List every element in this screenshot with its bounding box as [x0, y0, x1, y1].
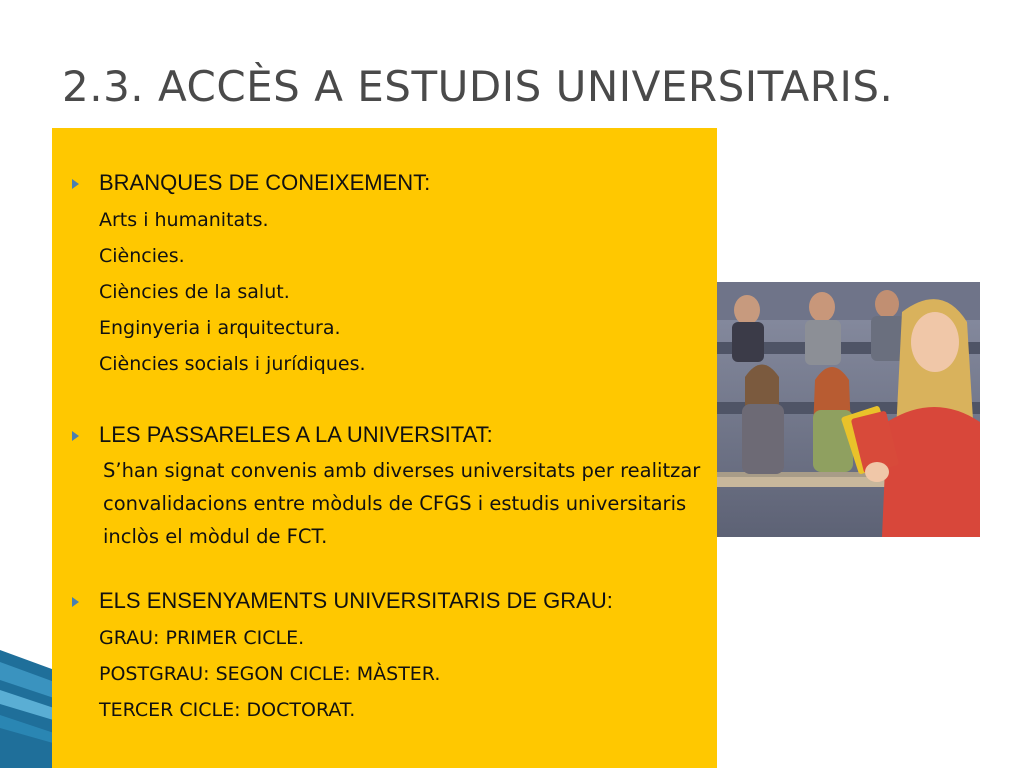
triangle-right-icon: [72, 597, 79, 607]
bullet-heading-row: [52, 418, 717, 454]
slide-title: 2.3. ACCÈS A ESTUDIS UNIVERSITARIS.: [62, 62, 894, 111]
triangle-right-icon: [72, 431, 79, 441]
list-item: Arts i humanitats.: [99, 209, 269, 231]
list-item: Enginyeria i arquitectura.: [99, 317, 341, 339]
list-item: Ciències de la salut.: [99, 281, 290, 303]
section-ensenyaments: [52, 584, 717, 728]
decorative-stripes: [0, 0, 60, 768]
section-heading: BRANQUES DE CONEIXEMENT:: [99, 170, 431, 195]
bullet-heading-row: [52, 166, 717, 202]
list-item: POSTGRAU: SEGON CICLE: MÀSTER.: [99, 663, 441, 685]
list-item: Ciències.: [99, 245, 185, 267]
section-passareles: [52, 418, 717, 553]
section-heading: LES PASSARELES A LA UNIVERSITAT:: [99, 422, 493, 447]
section-branques: [52, 166, 717, 382]
section-heading: ELS ENSENYAMENTS UNIVERSITARIS DE GRAU:: [99, 588, 613, 613]
bullet-heading-row: [52, 584, 717, 620]
list-item: GRAU: PRIMER CICLE.: [99, 627, 305, 649]
section-paragraph: S’han signat convenis amb diverses universitats per realitzar convalidacions entre mòduls de CFGS i estudis universitaris inclòs el mòdul de FCT.: [103, 459, 701, 548]
content-panel: [52, 128, 717, 768]
list-item: TERCER CICLE: DOCTORAT.: [99, 699, 356, 721]
students-classroom-photo: [717, 282, 980, 537]
list-item: Ciències socials i jurídiques.: [99, 353, 366, 375]
triangle-right-icon: [72, 179, 79, 189]
